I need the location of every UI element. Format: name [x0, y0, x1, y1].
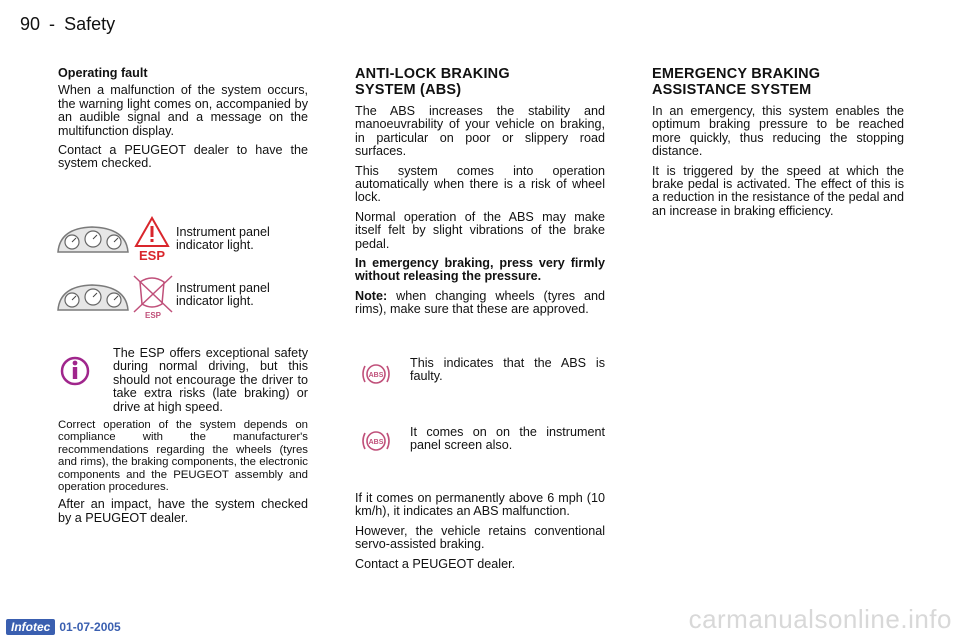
esp-info-block: [58, 347, 308, 530]
instrument-cluster-icon: [56, 222, 130, 258]
infotec-logo: Infotec: [6, 619, 55, 635]
page-header: [20, 14, 119, 35]
abs-icon-text: ABS: [368, 439, 384, 446]
column-operating-fault: [58, 67, 308, 177]
note-label: Note:: [355, 288, 388, 303]
esp-safety-text: The ESP offers exceptional safety during normal driving, but this should not encourage the driver to take extra risks (late braking) or drive at high speed.: [113, 346, 308, 414]
page-title: Safety: [64, 14, 116, 34]
abs-icon-text: ABS: [368, 372, 384, 379]
abs-malfunction-block: [355, 492, 605, 577]
abs-title-line1: ANTI-LOCK BRAKING: [355, 66, 510, 82]
abs-note: [355, 290, 605, 317]
abs-contact-dealer-text: Contact a PEUGEOT dealer.: [355, 556, 516, 571]
ebas-title-line1: EMERGENCY BRAKING: [652, 66, 821, 82]
ebas-trigger-text: It is triggered by the speed at which the brake pedal is activated. The effect of this is a reduction in the resistance of the pedal and an increase in braking efficiency.: [652, 163, 904, 218]
footer: [6, 618, 121, 636]
abs-operation-text: This system comes into operation automatically when there is a risk of wheel lock.: [355, 163, 605, 205]
page-separator: -: [49, 14, 56, 34]
indicator-row-esp: [56, 218, 316, 270]
ebas-title: [652, 67, 904, 98]
info-icon: [60, 351, 90, 389]
emergency-braking-text: In emergency braking, press very firmly without releasing the pressure.: [355, 256, 605, 284]
contact-dealer-text: Contact a PEUGEOT dealer to have the system checked.: [58, 143, 308, 171]
abs-panel-text: It comes on on the instrument panel screen also.: [410, 425, 605, 453]
operating-fault-heading: Operating fault: [58, 66, 148, 80]
abs-warning-icon: [360, 361, 392, 387]
abs-faulty-text: This indicates that the ABS is faulty.: [410, 356, 605, 384]
esp-off-icon: [132, 272, 174, 320]
abs-vibration-text: Normal operation of the ABS may make itself felt by slight vibrations of the brake pedal.: [355, 209, 605, 251]
indicator-label: Instrument panel indicator light.: [176, 281, 270, 309]
esp-operation-text: Correct operation of the system depends on compliance with the manufacturer's recommendations regarding the wheels (tyres and rims), the braking components, the electronic components and the PEUGEOT assembly and operation procedures.: [58, 419, 308, 494]
page-number: 90: [20, 14, 41, 34]
after-impact-text: After an impact, have the system checked by a PEUGEOT dealer.: [58, 497, 308, 525]
column-abs: [355, 67, 605, 323]
watermark: carmanualsonline.info: [688, 604, 952, 634]
note-text: when changing wheels (tyres and rims), make sure that these are approved.: [355, 288, 605, 317]
esp-off-icon-text: ESP: [144, 311, 162, 320]
operating-fault-text: When a malfunction of the system occurs, the warning light comes on, accompanied by an audible signal and a message on the multifunction display.: [58, 83, 308, 138]
abs-intro-text: The ABS increases the stability and manoeuvrability of your vehicle on braking, in particular on poor or slippery road surfaces.: [355, 104, 605, 159]
ebas-title-line2: ASSISTANCE SYSTEM: [652, 81, 812, 98]
indicator-row-esp-off: [56, 274, 316, 326]
servo-braking-text: However, the vehicle retains conventional servo-assisted braking.: [355, 523, 605, 552]
instrument-cluster-icon: [56, 280, 130, 316]
abs-title-line2: SYSTEM (ABS): [355, 81, 462, 98]
abs-warning-icon: [360, 428, 392, 454]
abs-malfunction-text: If it comes on permanently above 6 mph (10 km/h), it indicates an ABS malfunction.: [355, 491, 605, 519]
ebas-intro-text: In an emergency, this system enables the optimum braking pressure to be reached more quickly, thus reducing the stopping distance.: [652, 104, 904, 159]
column-emergency-braking: [652, 67, 904, 224]
esp-icon-text: ESP: [138, 248, 166, 262]
esp-warning-icon: [134, 216, 170, 262]
indicator-label: Instrument panel indicator light.: [176, 225, 270, 253]
footer-date: 01-07-2005: [59, 620, 121, 634]
abs-title: [355, 67, 605, 98]
